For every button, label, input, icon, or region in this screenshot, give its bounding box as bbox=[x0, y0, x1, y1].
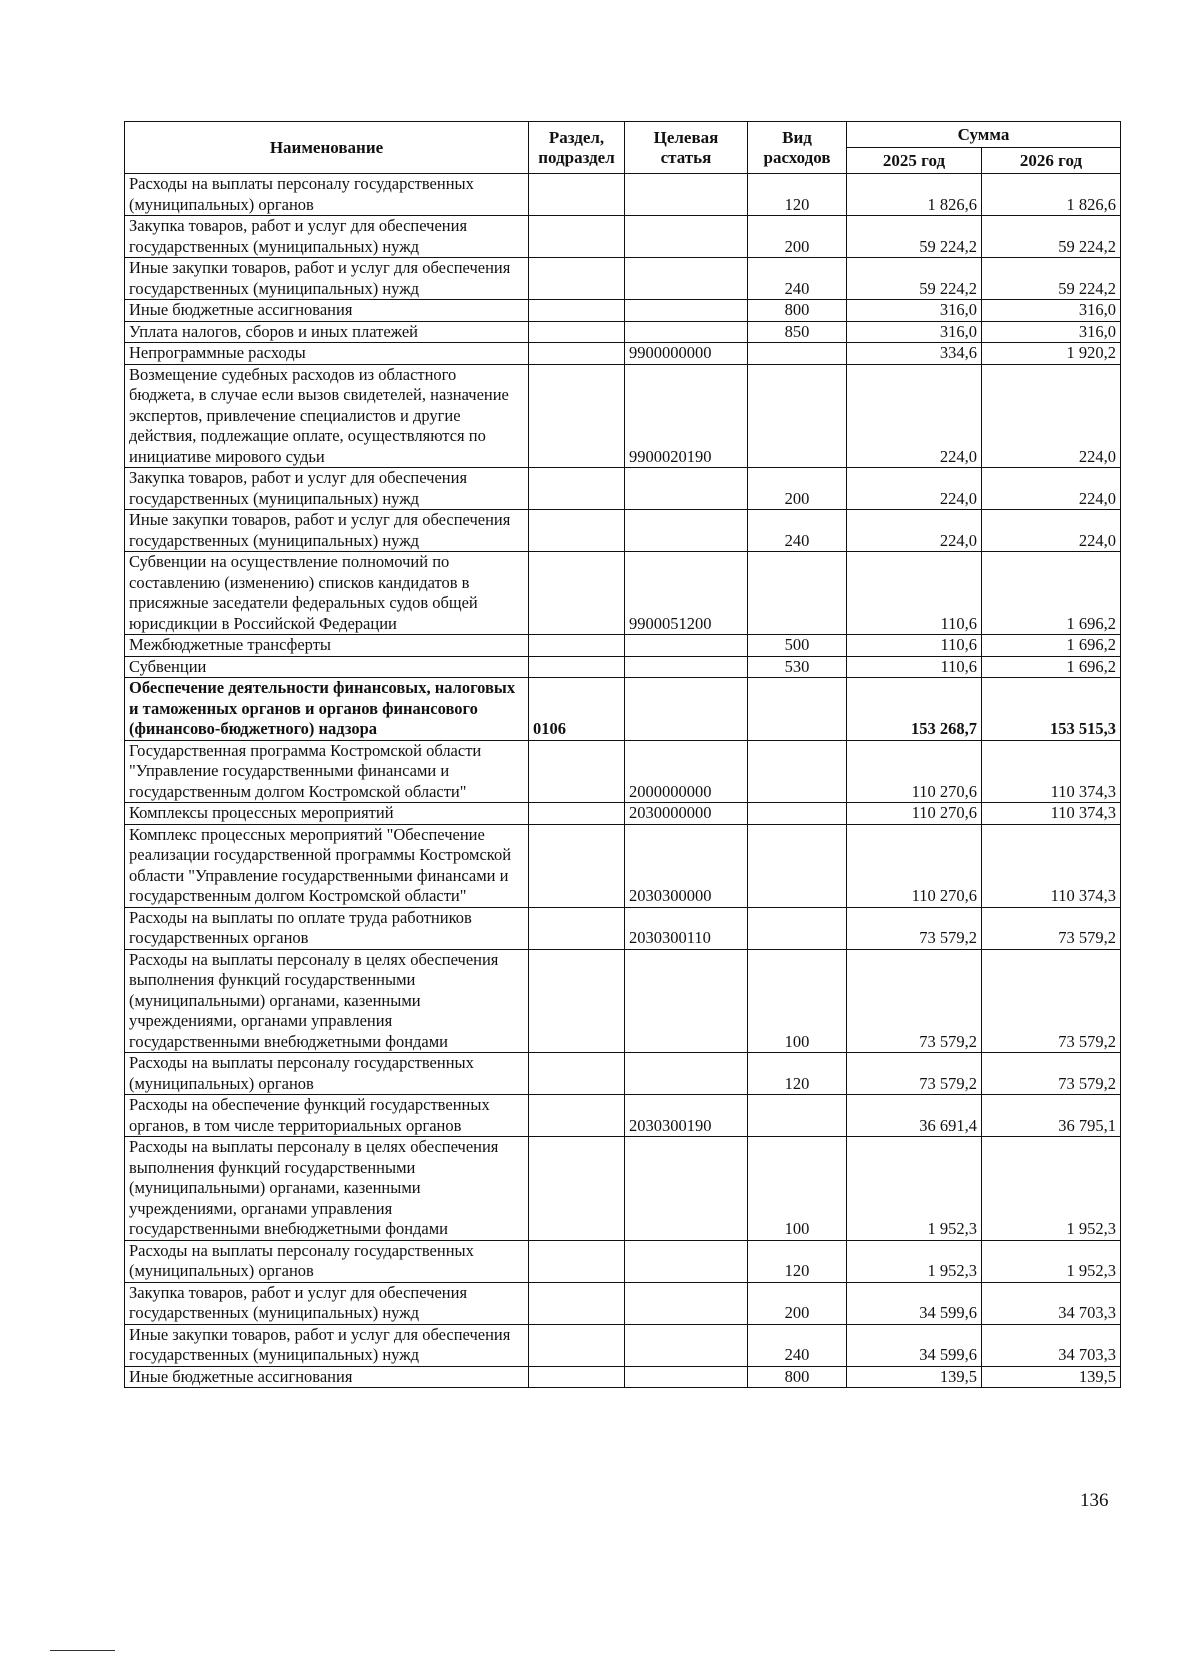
cell-amount-2026: 73 579,2 bbox=[982, 907, 1121, 949]
cell-expense-type bbox=[748, 740, 847, 803]
table-row bbox=[125, 907, 1121, 949]
cell-target-article: 2030300190 bbox=[625, 1095, 748, 1137]
cell-section bbox=[529, 803, 625, 825]
header-section: Раздел, подраздел bbox=[529, 122, 625, 174]
table-row bbox=[125, 949, 1121, 1053]
cell-target-article: 2030300110 bbox=[625, 907, 748, 949]
cell-amount-2026: 110 374,3 bbox=[982, 803, 1121, 825]
cell-target-article bbox=[625, 174, 748, 216]
cell-section: 0106 bbox=[529, 678, 625, 741]
cell-name: Иные закупки товаров, работ и услуг для обеспечения государственных (муниципальных) нужд bbox=[125, 258, 529, 300]
table-row bbox=[125, 1282, 1121, 1324]
cell-name: Субвенции bbox=[125, 656, 529, 678]
cell-amount-2026: 1 696,2 bbox=[982, 656, 1121, 678]
cell-section bbox=[529, 552, 625, 635]
cell-target-article bbox=[625, 1053, 748, 1095]
cell-name: Расходы на выплаты персоналу государственных (муниципальных) органов bbox=[125, 1053, 529, 1095]
cell-name: Возмещение судебных расходов из областного бюджета, в случае если вызов свидетелей, назначение экспертов, привлечение специалистов и другие действия, подлежащие оплате, осуществляются по инициативе мирового судьи bbox=[125, 364, 529, 468]
cell-expense-type: 530 bbox=[748, 656, 847, 678]
cell-section bbox=[529, 1137, 625, 1241]
cell-name: Расходы на обеспечение функций государственных органов, в том числе территориальных органов bbox=[125, 1095, 529, 1137]
cell-amount-2026: 1 696,2 bbox=[982, 635, 1121, 657]
cell-target-article bbox=[625, 635, 748, 657]
cell-amount-2026: 1 920,2 bbox=[982, 343, 1121, 365]
cell-target-article bbox=[625, 321, 748, 343]
cell-target-article bbox=[625, 949, 748, 1053]
cell-amount-2025: 224,0 bbox=[847, 510, 982, 552]
cell-expense-type: 240 bbox=[748, 1324, 847, 1366]
table-row bbox=[125, 635, 1121, 657]
cell-target-article bbox=[625, 1324, 748, 1366]
cell-expense-type: 240 bbox=[748, 258, 847, 300]
table-body bbox=[125, 174, 1121, 1388]
cell-expense-type bbox=[748, 1095, 847, 1137]
table-row bbox=[125, 552, 1121, 635]
cell-section bbox=[529, 300, 625, 322]
cell-name: Межбюджетные трансферты bbox=[125, 635, 529, 657]
header-target: Целевая статья bbox=[625, 122, 748, 174]
table-row bbox=[125, 321, 1121, 343]
cell-name: Иные закупки товаров, работ и услуг для обеспечения государственных (муниципальных) нужд bbox=[125, 510, 529, 552]
table-row bbox=[125, 1053, 1121, 1095]
cell-name: Непрограммные расходы bbox=[125, 343, 529, 365]
table-row bbox=[125, 1324, 1121, 1366]
page-number: 136 bbox=[1080, 1490, 1109, 1511]
cell-name: Расходы на выплаты персоналу в целях обеспечения выполнения функций государственными (муниципальными) органами, казенными учреждениями, органами управления государственными внебюджетными фондами bbox=[125, 949, 529, 1053]
cell-amount-2026: 110 374,3 bbox=[982, 740, 1121, 803]
cell-expense-type: 120 bbox=[748, 1240, 847, 1282]
table-row bbox=[125, 678, 1121, 741]
table-row bbox=[125, 1095, 1121, 1137]
cell-target-article: 2000000000 bbox=[625, 740, 748, 803]
cell-amount-2026: 34 703,3 bbox=[982, 1282, 1121, 1324]
cell-amount-2026: 73 579,2 bbox=[982, 949, 1121, 1053]
cell-name: Иные закупки товаров, работ и услуг для обеспечения государственных (муниципальных) нужд bbox=[125, 1324, 529, 1366]
cell-name: Закупка товаров, работ и услуг для обеспечения государственных (муниципальных) нужд bbox=[125, 216, 529, 258]
cell-amount-2025: 59 224,2 bbox=[847, 216, 982, 258]
cell-amount-2026: 139,5 bbox=[982, 1366, 1121, 1388]
cell-amount-2025: 1 952,3 bbox=[847, 1137, 982, 1241]
table-header bbox=[125, 122, 1121, 174]
cell-amount-2025: 36 691,4 bbox=[847, 1095, 982, 1137]
cell-name: Иные бюджетные ассигнования bbox=[125, 1366, 529, 1388]
cell-amount-2025: 73 579,2 bbox=[847, 1053, 982, 1095]
cell-expense-type: 800 bbox=[748, 300, 847, 322]
cell-amount-2025: 110,6 bbox=[847, 552, 982, 635]
cell-amount-2025: 59 224,2 bbox=[847, 258, 982, 300]
cell-name: Закупка товаров, работ и услуг для обеспечения государственных (муниципальных) нужд bbox=[125, 1282, 529, 1324]
table-row bbox=[125, 656, 1121, 678]
cell-amount-2025: 224,0 bbox=[847, 364, 982, 468]
cell-section bbox=[529, 174, 625, 216]
cell-amount-2026: 153 515,3 bbox=[982, 678, 1121, 741]
table-row bbox=[125, 468, 1121, 510]
cell-section bbox=[529, 740, 625, 803]
cell-expense-type bbox=[748, 824, 847, 907]
cell-expense-type: 120 bbox=[748, 1053, 847, 1095]
cell-expense-type bbox=[748, 343, 847, 365]
cell-section bbox=[529, 1053, 625, 1095]
cell-section bbox=[529, 656, 625, 678]
cell-amount-2025: 34 599,6 bbox=[847, 1282, 982, 1324]
cell-expense-type: 200 bbox=[748, 1282, 847, 1324]
table-row bbox=[125, 1240, 1121, 1282]
cell-name: Уплата налогов, сборов и иных платежей bbox=[125, 321, 529, 343]
cell-amount-2026: 59 224,2 bbox=[982, 258, 1121, 300]
cell-expense-type bbox=[748, 803, 847, 825]
cell-amount-2025: 34 599,6 bbox=[847, 1324, 982, 1366]
table-row bbox=[125, 1366, 1121, 1388]
cell-amount-2026: 1 952,3 bbox=[982, 1137, 1121, 1241]
cell-amount-2025: 110 270,6 bbox=[847, 740, 982, 803]
cell-amount-2026: 1 826,6 bbox=[982, 174, 1121, 216]
cell-section bbox=[529, 1324, 625, 1366]
table-row bbox=[125, 510, 1121, 552]
cell-name: Государственная программа Костромской области "Управление государственными финансами и государственным долгом Костромской области" bbox=[125, 740, 529, 803]
cell-expense-type: 100 bbox=[748, 949, 847, 1053]
cell-name: Иные бюджетные ассигнования bbox=[125, 300, 529, 322]
cell-expense-type bbox=[748, 678, 847, 741]
budget-table bbox=[124, 121, 1121, 1388]
cell-name: Комплексы процессных мероприятий bbox=[125, 803, 529, 825]
cell-section bbox=[529, 824, 625, 907]
cell-section bbox=[529, 321, 625, 343]
cell-name: Расходы на выплаты персоналу в целях обеспечения выполнения функций государственными (муниципальными) органами, казенными учреждениями, органами управления государственными внебюджетными фондами bbox=[125, 1137, 529, 1241]
cell-section bbox=[529, 635, 625, 657]
footer-divider bbox=[50, 1650, 115, 1651]
cell-expense-type: 100 bbox=[748, 1137, 847, 1241]
cell-expense-type bbox=[748, 907, 847, 949]
header-year-2025: 2025 год bbox=[847, 148, 982, 174]
cell-expense-type: 800 bbox=[748, 1366, 847, 1388]
cell-target-article: 9900051200 bbox=[625, 552, 748, 635]
cell-name: Субвенции на осуществление полномочий по составлению (изменению) списков кандидатов в присяжные заседатели федеральных судов общей юрисдикции в Российской Федерации bbox=[125, 552, 529, 635]
cell-expense-type: 240 bbox=[748, 510, 847, 552]
cell-target-article: 9900000000 bbox=[625, 343, 748, 365]
cell-amount-2025: 110 270,6 bbox=[847, 803, 982, 825]
cell-amount-2025: 73 579,2 bbox=[847, 907, 982, 949]
table-row bbox=[125, 740, 1121, 803]
cell-expense-type: 200 bbox=[748, 216, 847, 258]
cell-amount-2026: 224,0 bbox=[982, 364, 1121, 468]
cell-target-article bbox=[625, 510, 748, 552]
cell-target-article bbox=[625, 216, 748, 258]
cell-amount-2026: 36 795,1 bbox=[982, 1095, 1121, 1137]
cell-amount-2025: 224,0 bbox=[847, 468, 982, 510]
cell-amount-2025: 1 952,3 bbox=[847, 1240, 982, 1282]
cell-expense-type: 120 bbox=[748, 174, 847, 216]
cell-expense-type bbox=[748, 364, 847, 468]
cell-name: Комплекс процессных мероприятий "Обеспечение реализации государственной программы Костромской области "Управление государственными финансами и государственным долгом Костромской области" bbox=[125, 824, 529, 907]
cell-name: Расходы на выплаты персоналу государственных (муниципальных) органов bbox=[125, 1240, 529, 1282]
cell-expense-type: 850 bbox=[748, 321, 847, 343]
table-row bbox=[125, 824, 1121, 907]
cell-name: Расходы на выплаты по оплате труда работников государственных органов bbox=[125, 907, 529, 949]
cell-section bbox=[529, 216, 625, 258]
cell-amount-2025: 110 270,6 bbox=[847, 824, 982, 907]
table-row bbox=[125, 343, 1121, 365]
header-sum: Сумма bbox=[847, 122, 1121, 148]
cell-target-article: 2030300000 bbox=[625, 824, 748, 907]
cell-section bbox=[529, 949, 625, 1053]
cell-target-article bbox=[625, 678, 748, 741]
cell-amount-2025: 73 579,2 bbox=[847, 949, 982, 1053]
cell-amount-2026: 224,0 bbox=[982, 510, 1121, 552]
cell-section bbox=[529, 907, 625, 949]
cell-amount-2026: 34 703,3 bbox=[982, 1324, 1121, 1366]
cell-amount-2026: 316,0 bbox=[982, 321, 1121, 343]
cell-target-article: 9900020190 bbox=[625, 364, 748, 468]
cell-target-article: 2030000000 bbox=[625, 803, 748, 825]
table-row bbox=[125, 364, 1121, 468]
cell-amount-2026: 59 224,2 bbox=[982, 216, 1121, 258]
table-row bbox=[125, 174, 1121, 216]
cell-target-article bbox=[625, 468, 748, 510]
cell-amount-2026: 73 579,2 bbox=[982, 1053, 1121, 1095]
cell-target-article bbox=[625, 258, 748, 300]
cell-amount-2025: 1 826,6 bbox=[847, 174, 982, 216]
cell-amount-2025: 316,0 bbox=[847, 300, 982, 322]
header-type: Вид расходов bbox=[748, 122, 847, 174]
cell-section bbox=[529, 364, 625, 468]
cell-amount-2026: 316,0 bbox=[982, 300, 1121, 322]
cell-section bbox=[529, 510, 625, 552]
table-row bbox=[125, 1137, 1121, 1241]
cell-target-article bbox=[625, 1137, 748, 1241]
cell-section bbox=[529, 468, 625, 510]
table-row bbox=[125, 216, 1121, 258]
cell-expense-type: 200 bbox=[748, 468, 847, 510]
cell-expense-type: 500 bbox=[748, 635, 847, 657]
cell-amount-2025: 316,0 bbox=[847, 321, 982, 343]
cell-expense-type bbox=[748, 552, 847, 635]
table-row bbox=[125, 258, 1121, 300]
cell-amount-2026: 224,0 bbox=[982, 468, 1121, 510]
cell-amount-2026: 1 696,2 bbox=[982, 552, 1121, 635]
cell-name: Закупка товаров, работ и услуг для обеспечения государственных (муниципальных) нужд bbox=[125, 468, 529, 510]
header-year-2026: 2026 год bbox=[982, 148, 1121, 174]
cell-amount-2025: 139,5 bbox=[847, 1366, 982, 1388]
cell-amount-2026: 1 952,3 bbox=[982, 1240, 1121, 1282]
cell-amount-2025: 110,6 bbox=[847, 656, 982, 678]
header-name: Наименование bbox=[125, 122, 529, 174]
cell-section bbox=[529, 1240, 625, 1282]
cell-target-article bbox=[625, 1282, 748, 1324]
cell-target-article bbox=[625, 300, 748, 322]
cell-name: Обеспечение деятельности финансовых, налоговых и таможенных органов и органов финансового (финансово-бюджетного) надзора bbox=[125, 678, 529, 741]
cell-target-article bbox=[625, 1366, 748, 1388]
cell-amount-2026: 110 374,3 bbox=[982, 824, 1121, 907]
cell-amount-2025: 334,6 bbox=[847, 343, 982, 365]
cell-section bbox=[529, 1095, 625, 1137]
cell-section bbox=[529, 1366, 625, 1388]
cell-target-article bbox=[625, 656, 748, 678]
cell-name: Расходы на выплаты персоналу государственных (муниципальных) органов bbox=[125, 174, 529, 216]
cell-amount-2025: 153 268,7 bbox=[847, 678, 982, 741]
cell-section bbox=[529, 1282, 625, 1324]
cell-target-article bbox=[625, 1240, 748, 1282]
table-row bbox=[125, 300, 1121, 322]
cell-amount-2025: 110,6 bbox=[847, 635, 982, 657]
cell-section bbox=[529, 258, 625, 300]
table-row bbox=[125, 803, 1121, 825]
cell-section bbox=[529, 343, 625, 365]
